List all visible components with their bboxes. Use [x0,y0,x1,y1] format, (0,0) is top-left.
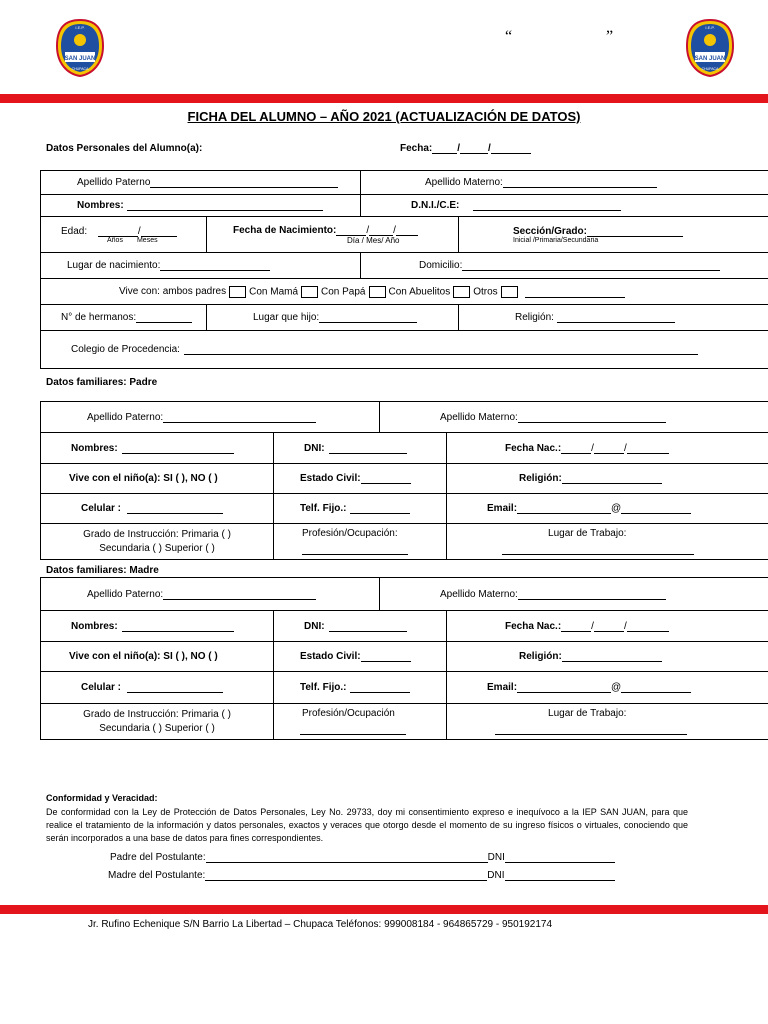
religion-cell[interactable]: Religión: [459,305,768,331]
padre-telf-cell[interactable]: Telf. Fijo.: [274,494,447,524]
padre-celular-cell[interactable]: Celular : [41,494,274,524]
page-title: FICHA DEL ALUMNO – AÑO 2021 (ACTUALIZACIÓN DE DATOS) [187,109,581,124]
madre-vive-con-cell[interactable]: Vive con el niño(a): SI ( ), NO ( ) [41,642,274,672]
padre-dni-cell[interactable]: DNI: [274,433,447,464]
svg-text:SAN JUAN: SAN JUAN [694,56,726,62]
section-padre: Datos familiares: Padre [46,377,158,388]
svg-text:SAN JUAN: SAN JUAN [64,56,96,62]
lugar-hijo-cell[interactable]: Lugar que hijo: [207,305,459,331]
svg-text:I.E.P.: I.E.P. [75,25,85,30]
section-personal: Datos Personales del Alumno(a): [46,143,203,154]
fecha-field[interactable]: Fecha: / / [400,143,531,154]
padre-table [40,401,768,560]
conformidad-text: De conformidad con la Ley de Protección de Datos Personales, Ley No. 29733, doy mi consentimiento expreso e inequívoco a la IEP SAN JUAN, para que realice el tratamiento de la información y datos personales, exactos y veraces que otorgo desde el momento de su ingreso físicos o virtuales, conociendo que serán incorporados a una base de datos para fines correspondientes. [46,807,688,843]
svg-text:CHUPACA: CHUPACA [701,67,719,71]
personal-table [40,170,768,369]
madre-dni-cell[interactable]: DNI: [274,611,447,642]
conformidad-heading: Conformidad y Veracidad: [46,793,158,803]
madre-telf-cell[interactable]: Telf. Fijo.: [274,672,447,704]
footer-red-bar [0,905,768,914]
madre-apellido-materno-cell[interactable]: Apellido Materno: [380,578,768,611]
hermanos-cell[interactable]: N° de hermanos: [41,305,207,331]
dni-ce-cell[interactable]: D.N.I./C.E: [361,195,768,217]
apellido-paterno-cell[interactable]: Apellido Paterno [41,171,361,195]
svg-text:CHUPACA: CHUPACA [71,67,89,71]
madre-email-cell[interactable]: Email: @ [447,672,768,704]
madre-celular-cell[interactable]: Celular : [41,672,274,704]
school-logo-left [55,18,105,78]
padre-email-cell[interactable]: Email: @ [447,494,768,524]
madre-table [40,577,768,740]
padre-nombres-cell[interactable]: Nombres: [41,433,274,464]
firma-madre[interactable]: Madre del Postulante: DNI [108,870,615,881]
padre-profesion-cell[interactable]: Profesión/Ocupación: [274,524,447,560]
fecha-nacimiento-cell[interactable]: Fecha de Nacimiento: / / Día / Mes/ Año [207,217,459,253]
apellido-materno-cell[interactable]: Apellido Materno: [361,171,768,195]
padre-estado-civil-cell[interactable]: Estado Civil: [274,464,447,494]
footer-address: Jr. Rufino Echenique S/N Barrio La Libertad – Chupaca Teléfonos: 999008184 - 964865729 - 950192174 [88,919,553,930]
madre-profesion-cell[interactable]: Profesión/Ocupación [274,704,447,740]
section-madre: Datos familiares: Madre [46,565,159,576]
madre-grado-cell[interactable]: Grado de Instrucción: Primaria ( ) Secundaria ( ) Superior ( ) [41,704,274,740]
colegio-cell[interactable]: Colegio de Procedencia: [41,331,768,369]
school-logo-right [685,18,735,78]
nombres-cell[interactable]: Nombres: [41,195,361,217]
padre-lugar-trabajo-cell[interactable]: Lugar de Trabajo: [447,524,768,560]
firma-padre[interactable]: Padre del Postulante: DNI [110,852,615,863]
vive-con-cell[interactable]: Vive con: ambos padres Con Mamá Con Papá Con Abuelitos Otros [41,279,768,305]
checkbox-ambos-padres[interactable] [229,286,246,298]
quote-close: ” [606,28,614,45]
svg-text:I.E.P.: I.E.P. [705,25,715,30]
madre-lugar-trabajo-cell[interactable]: Lugar de Trabajo: [447,704,768,740]
padre-fecha-nac-cell[interactable]: Fecha Nac.: / / [447,433,768,464]
madre-religion-cell[interactable]: Religión: [447,642,768,672]
checkbox-con-papa[interactable] [369,286,386,298]
edad-cell[interactable]: Edad: / Años Meses [41,217,207,253]
checkbox-otros[interactable] [501,286,518,298]
padre-vive-con-cell[interactable]: Vive con el niño(a): SI ( ), NO ( ) [41,464,274,494]
domicilio-cell[interactable]: Domicilio: [361,253,768,279]
padre-apellido-paterno-cell[interactable]: Apellido Paterno: [41,402,380,433]
madre-fecha-nac-cell[interactable]: Fecha Nac.: / / [447,611,768,642]
padre-grado-cell[interactable]: Grado de Instrucción: Primaria ( ) Secundaria ( ) Superior ( ) [41,524,274,560]
padre-apellido-materno-cell[interactable]: Apellido Materno: [380,402,768,433]
madre-apellido-paterno-cell[interactable]: Apellido Paterno: [41,578,380,611]
padre-religion-cell[interactable]: Religión: [447,464,768,494]
lugar-nacimiento-cell[interactable]: Lugar de nacimiento: [41,253,361,279]
quote-open: “ [505,28,513,45]
seccion-grado-cell[interactable]: Sección/Grado: Inicial /Primaria/Secundaria [459,217,768,253]
header-red-bar [0,94,768,103]
madre-nombres-cell[interactable]: Nombres: [41,611,274,642]
checkbox-con-abuelitos[interactable] [453,286,470,298]
madre-estado-civil-cell[interactable]: Estado Civil: [274,642,447,672]
checkbox-con-mama[interactable] [301,286,318,298]
